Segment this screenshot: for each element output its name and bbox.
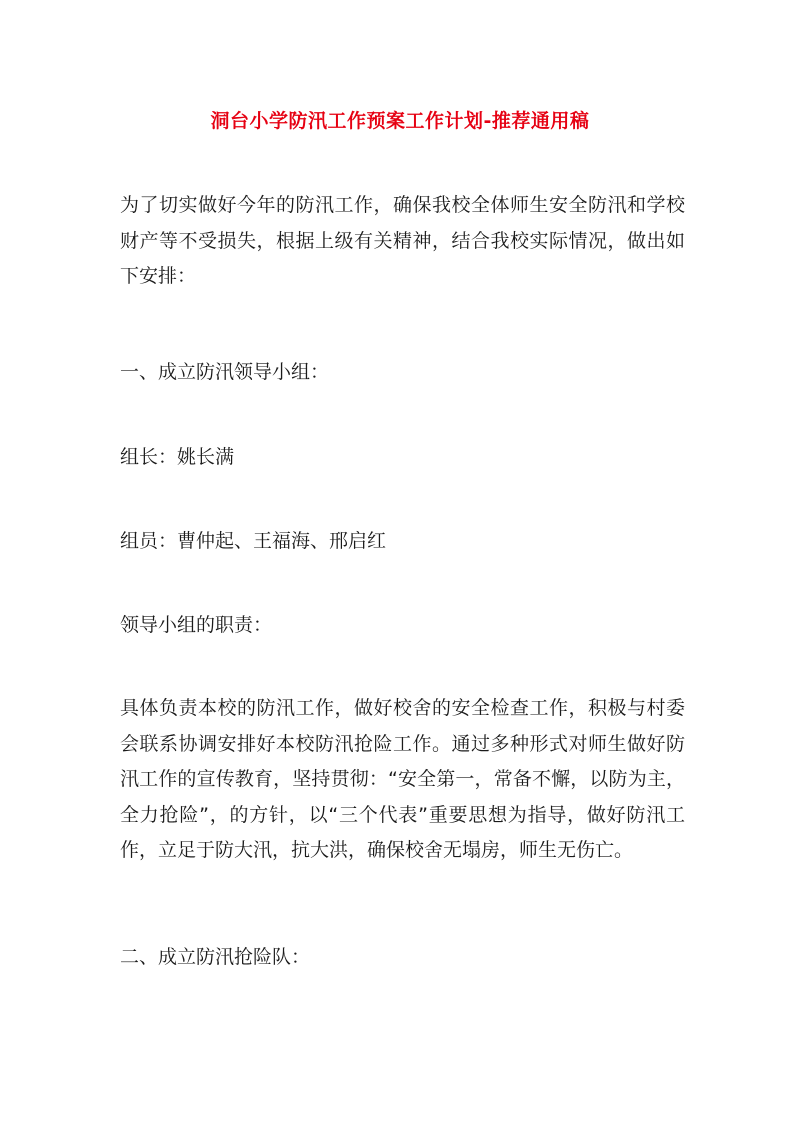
group-members-line: 组员：曹仲起、王福海、邢启红	[120, 530, 387, 552]
group-leader-line: 组长：姚长满	[120, 446, 235, 468]
section-heading-leadership-group: 一、成立防汛领导小组：	[120, 361, 330, 383]
duty-paragraph: 具体负责本校的防汛工作，做好校舍的安全检查工作，积极与村委会联系协调安排好本校防汛抢险工作。通过多种形式对师生做好防汛工作的宣传教育，坚持贯彻：“安全第一，常备不懈，以防为主，全力抢险”，的方针，以“三个代表”重要思想为指导，做好防汛工作，立足于防大汛，抗大洪，确保校舍无塌房，师生无伤亡。	[120, 697, 685, 861]
section-heading-rescue-team: 二、成立防汛抢险队：	[120, 946, 311, 968]
duty-label: 领导小组的职责：	[120, 614, 273, 636]
document-title: 洞台小学防汛工作预案工作计划-推荐通用稿	[210, 110, 590, 132]
intro-paragraph: 为了切实做好今年的防汛工作，确保我校全体师生安全防汛和学校财产等不受损失，根据上级有关精神，结合我校实际情况，做出如下安排：	[120, 194, 685, 287]
